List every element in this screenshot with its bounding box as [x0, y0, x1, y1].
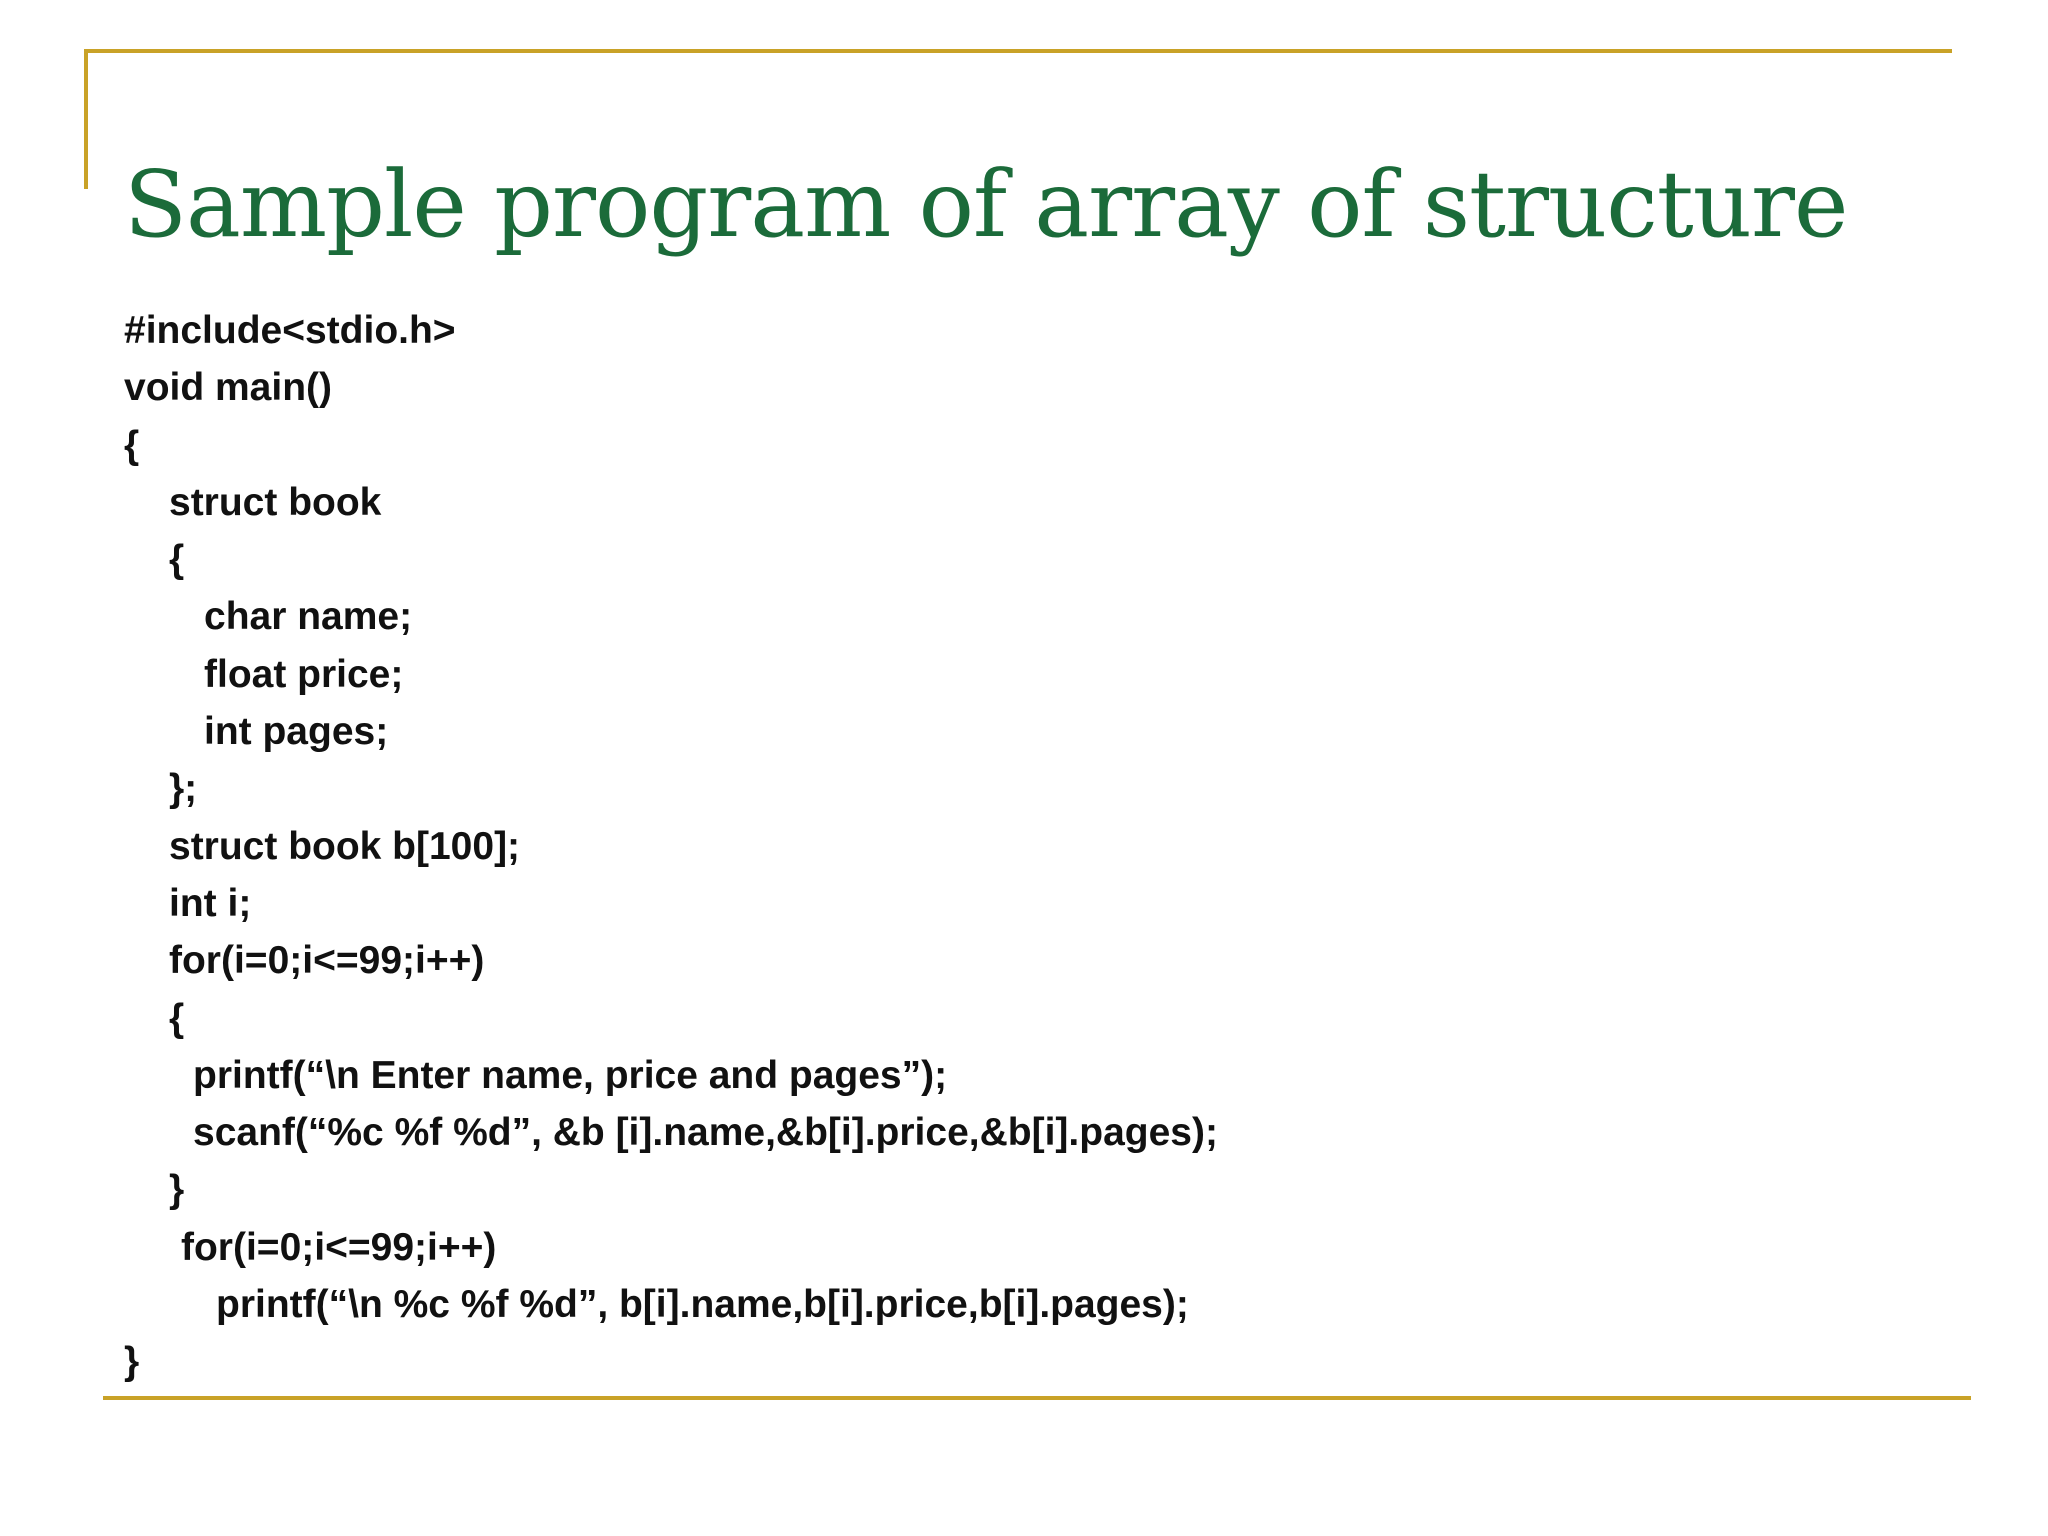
code-line: for(i=0;i<=99;i++): [181, 1225, 497, 1269]
code-line: {: [169, 996, 185, 1040]
left-accent-rule: [84, 49, 88, 189]
code-line: printf(“\n %c %f %d”, b[i].name,b[i].price,b[i].pages);: [216, 1283, 1189, 1327]
code-line: {: [169, 538, 185, 582]
code-line: void main(): [124, 366, 333, 410]
code-line: int pages;: [204, 710, 389, 754]
code-block: [124, 302, 1218, 1391]
slide-title: Sample program of array of structure: [124, 151, 1848, 258]
code-line: printf(“\n Enter name, price and pages”);: [193, 1053, 948, 1097]
code-line: float price;: [204, 652, 404, 696]
code-line: }: [169, 1168, 185, 1212]
code-line: struct book b[100];: [169, 824, 521, 868]
code-line: char name;: [204, 595, 413, 639]
code-line: #include<stdio.h>: [124, 309, 456, 352]
code-line: }: [124, 1340, 140, 1384]
bottom-accent-rule: [103, 1396, 1971, 1400]
code-line: struct book: [169, 480, 382, 524]
top-accent-rule: [84, 49, 1952, 53]
code-line: {: [124, 423, 140, 467]
code-line: int i;: [169, 881, 252, 925]
code-line: };: [169, 767, 198, 811]
code-line: scanf(“%c %f %d”, &b [i].name,&b[i].price,&b[i].pages);: [193, 1111, 1218, 1155]
code-line: for(i=0;i<=99;i++): [169, 939, 485, 983]
